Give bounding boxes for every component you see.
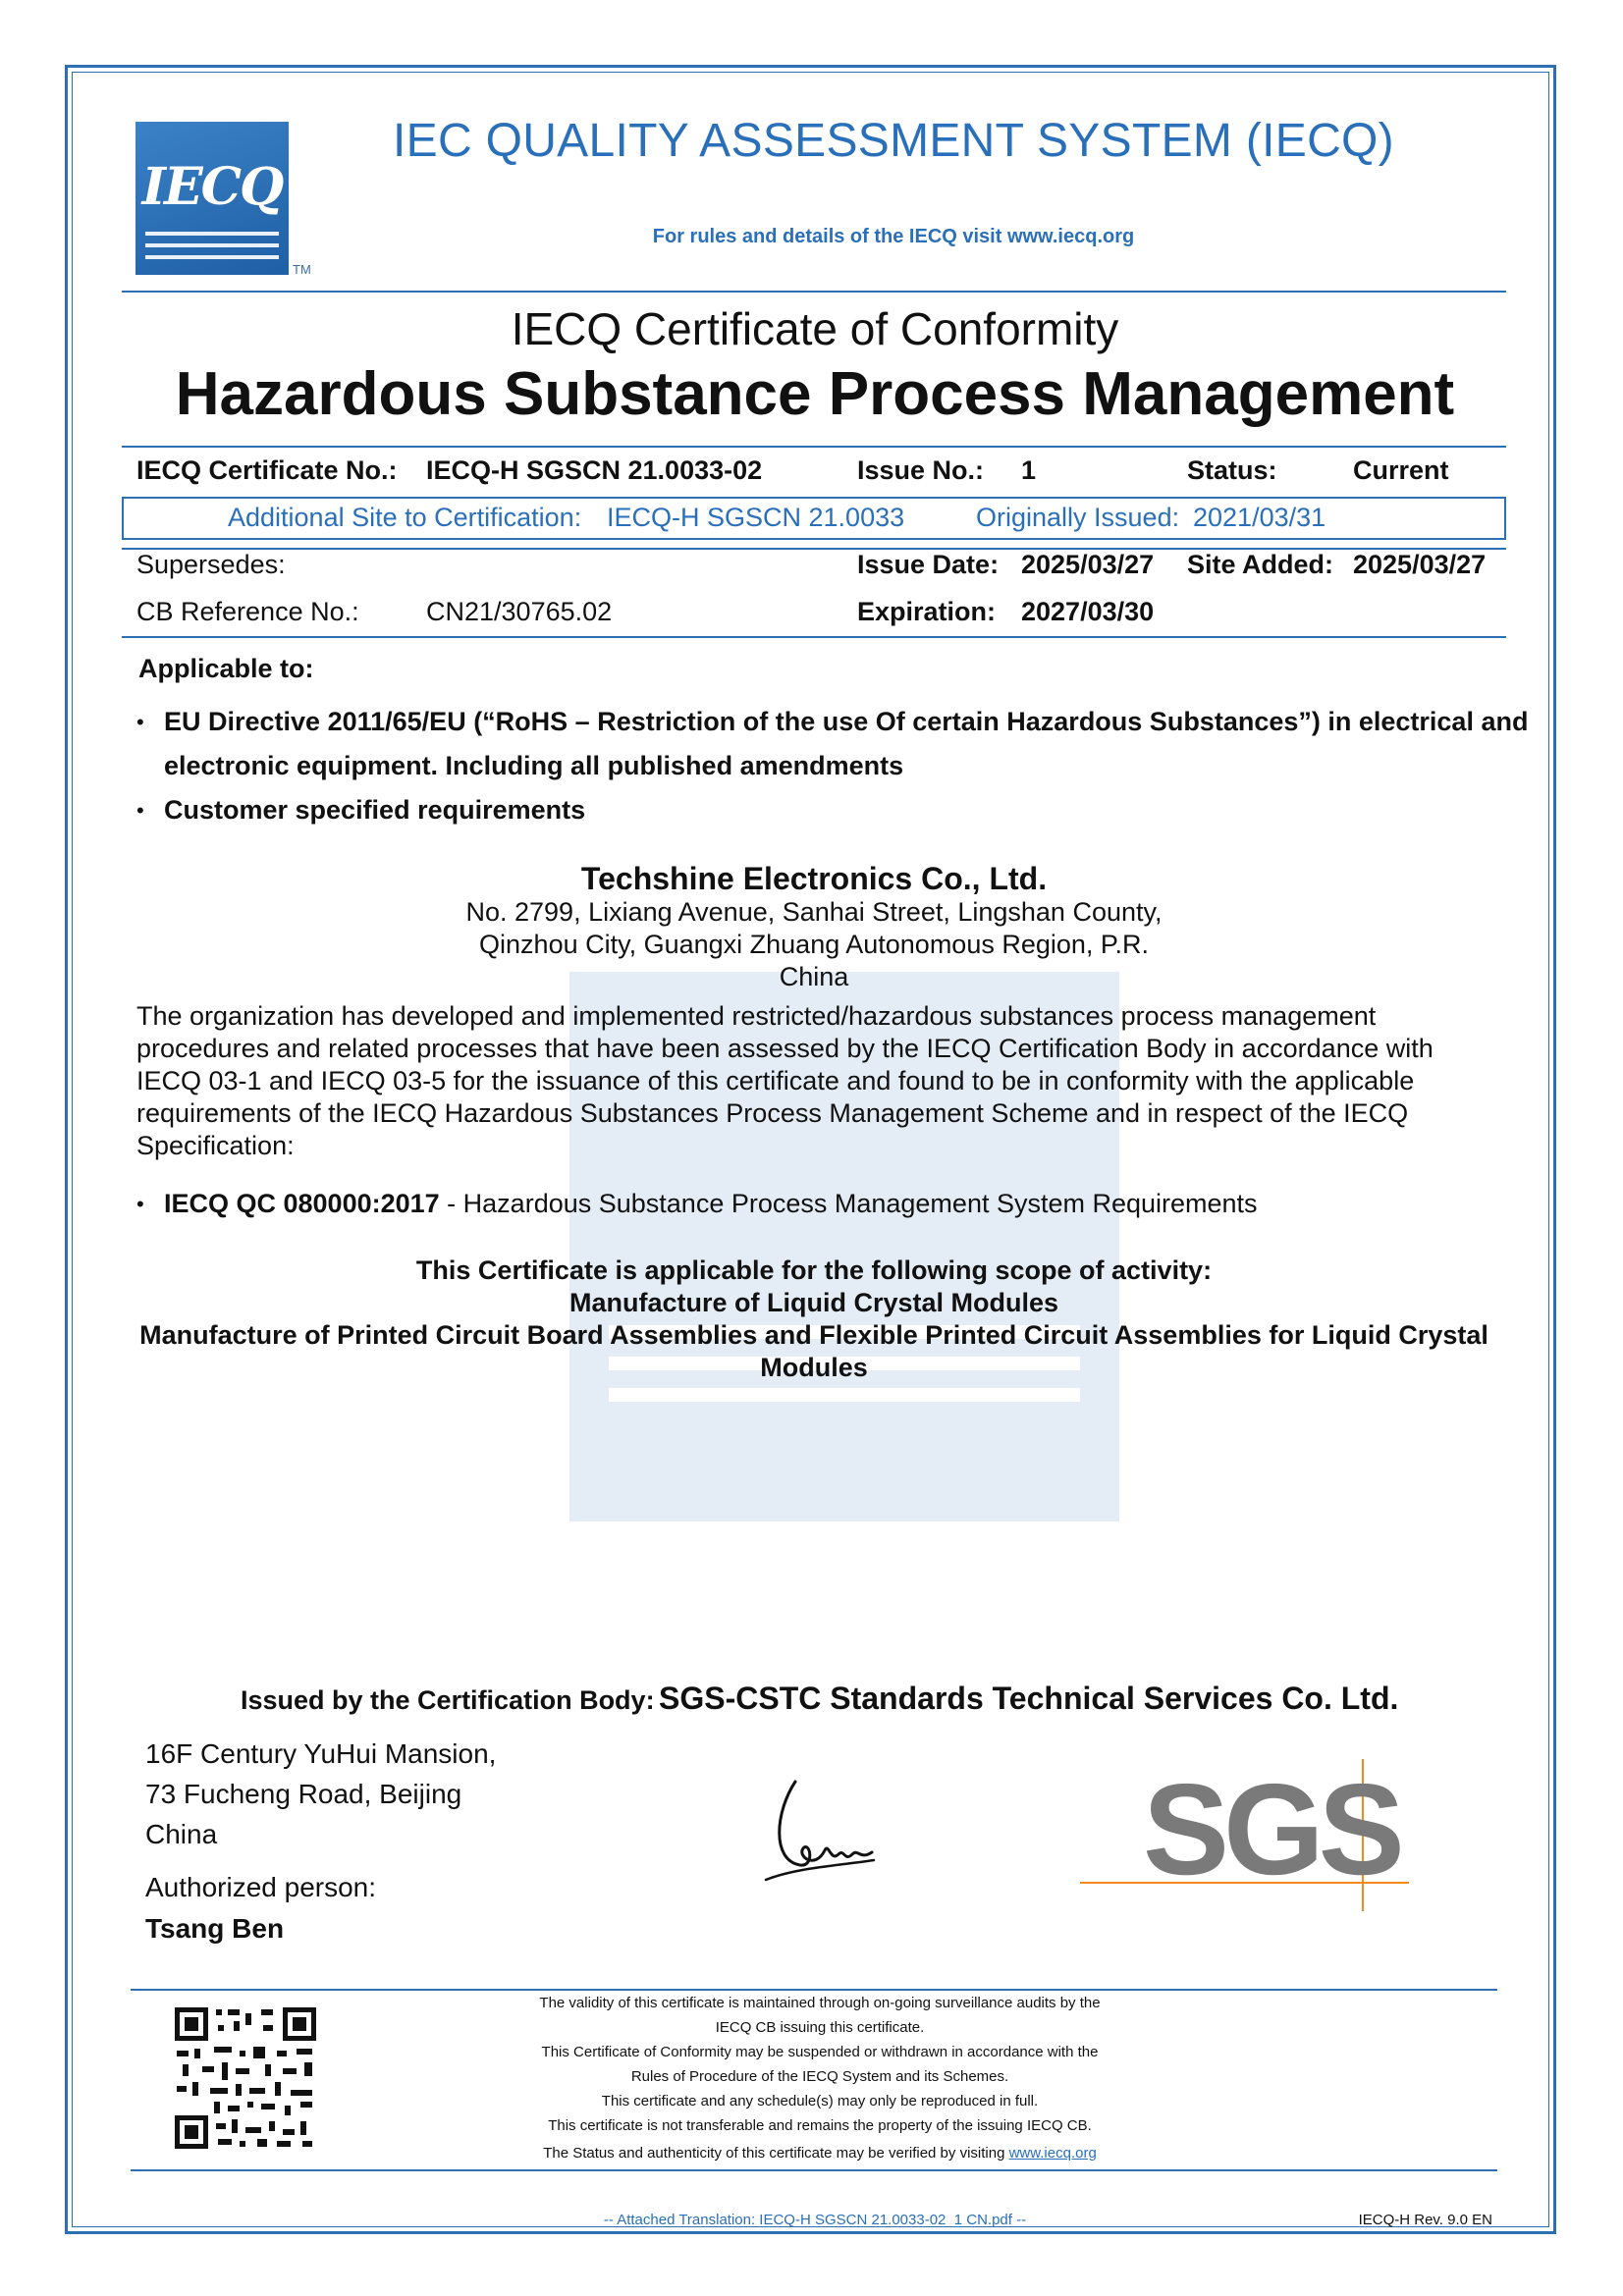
footer-note-2: IECQ CB issuing this certificate. — [715, 2019, 925, 2036]
organization-address-3: China — [779, 962, 849, 991]
scope-line-1: Manufacture of Liquid Crystal Modules — [568, 1288, 1059, 1317]
organization-name: Techshine Electronics Co., Ltd. — [580, 861, 1048, 896]
iecq-logo: IECQ — [135, 122, 289, 275]
spec-code: IECQ QC 080000:2017 — [164, 1189, 440, 1218]
certificate-title: IECQ Certificate of Conformity — [511, 303, 1119, 354]
site-added-label: Site Added: — [1187, 550, 1334, 579]
footer-note-4: Rules of Procedure of the IECQ System and its Schemes. — [630, 2068, 1009, 2085]
additional-site-label: Additional Site to Certification: — [228, 503, 582, 532]
site-added-value: 2025/03/27 — [1353, 550, 1487, 579]
issue-no-value: 1 — [1021, 455, 1037, 485]
table-top-divider — [122, 446, 1506, 448]
qr-code[interactable] — [175, 2007, 316, 2149]
cert-no-value: IECQ-H SGSCN 21.0033-02 — [426, 455, 763, 485]
spec-description: - Hazardous Substance Process Management System Requirements — [439, 1189, 1258, 1218]
authorized-label: Authorized person: — [145, 1872, 377, 1902]
applicable-item-2: Customer specified requirements — [164, 795, 586, 825]
status-value: Current — [1353, 455, 1449, 485]
bullet-icon: • — [136, 710, 144, 734]
additional-site-value: IECQ-H SGSCN 21.0033 — [607, 503, 905, 532]
footer-bottom-divider — [131, 2169, 1497, 2171]
issuer-address — [145, 1734, 496, 1854]
footer-note-5: This certificate and any schedule(s) may only be reproduced in full. — [601, 2093, 1039, 2109]
sgs-logo — [1080, 1759, 1414, 1916]
scope-heading: This Certificate is applicable for the following scope of activity: — [415, 1255, 1213, 1285]
footer-note-6: This certificate is not transferable and remains the property of the issuing IECQ CB. — [548, 2117, 1092, 2134]
statement-line-5: Specification: — [136, 1131, 295, 1160]
footer-verify-text: The Status and authenticity of this certificate may be verified by visiting — [543, 2145, 1009, 2162]
footer-note-3: This Certificate of Conformity may be suspended or withdrawn in accordance with the — [541, 2044, 1099, 2060]
footer-verify-link[interactable]: www.iecq.org — [1008, 2145, 1097, 2162]
statement-line-3: IECQ 03-1 and IECQ 03-5 for the issuance of this certificate and found to be in conformity with the applicable — [136, 1066, 1415, 1095]
footer-note-1: The validity of this certificate is maintained through on-going surveillance audits by the — [539, 1995, 1101, 2011]
authorized-name: Tsang Ben — [145, 1913, 285, 1944]
cb-ref-value: CN21/30765.02 — [426, 597, 613, 626]
statement-line-2: procedures and related processes that have been assessed by the IECQ Certification Body in accordance with — [136, 1034, 1434, 1063]
applicable-heading: Applicable to: — [138, 654, 314, 683]
scope-line-2: Manufacture of Printed Circuit Board Assemblies and Flexible Printed Circuit Assemblies for Liquid Crystal — [139, 1320, 1488, 1350]
applicable-item-1-cont: electronic equipment. Including all published amendments — [164, 751, 904, 780]
footer-verify — [491, 2141, 1149, 2165]
footer-notes — [491, 1991, 1149, 2165]
attached-translation: -- Attached Translation: IECQ-H SGSCN 21.0033-02_1 CN.pdf -- — [603, 2212, 1027, 2228]
originally-issued-value: 2021/03/31 — [1193, 503, 1326, 532]
bullet-icon: • — [136, 1192, 144, 1216]
table-bottom-divider — [122, 636, 1506, 638]
originally-issued-label: Originally Issued: — [976, 503, 1180, 532]
status-label: Status: — [1187, 455, 1277, 485]
statement-line-1: The organization has developed and implemented restricted/hazardous substances process management — [136, 1001, 1377, 1031]
supersedes-label: Supersedes: — [136, 550, 286, 579]
issue-date-value: 2025/03/27 — [1021, 550, 1155, 579]
header-divider — [122, 291, 1506, 293]
organization-address-1: No. 2799, Lixiang Avenue, Sanhai Street, Lingshan County, — [465, 897, 1163, 927]
cb-ref-label: CB Reference No.: — [136, 597, 359, 626]
issuer-label: Issued by the Certification Body: — [241, 1685, 655, 1715]
bullet-icon: • — [136, 798, 144, 823]
issuer-address-1: 16F Century YuHui Mansion, — [145, 1738, 497, 1769]
issuer-name: SGS-CSTC Standards Technical Services Co. Ltd. — [659, 1681, 1399, 1716]
spec-line — [164, 1188, 1258, 1220]
cert-no-label: IECQ Certificate No.: — [136, 455, 398, 485]
expiration-label: Expiration: — [857, 597, 997, 626]
applicable-item-1: EU Directive 2011/65/EU (“RoHS – Restriction of the use Of certain Hazardous Substances”) in electrical and — [164, 707, 1529, 736]
issuer-address-3: China — [145, 1819, 218, 1849]
organization-address-2: Qinzhou City, Guangxi Zhuang Autonomous Region, P.R. — [479, 930, 1149, 959]
trademark-mark: TM — [293, 262, 311, 277]
issue-no-label: Issue No.: — [857, 455, 985, 485]
system-title: IEC QUALITY ASSESSMENT SYSTEM (IECQ) — [393, 115, 1394, 167]
visit-note: For rules and details of the IECQ visit www.iecq.org — [652, 226, 1135, 247]
issue-date-label: Issue Date: — [857, 550, 1000, 579]
signature — [756, 1772, 903, 1890]
revision-label: IECQ-H Rev. 9.0 EN — [1358, 2212, 1492, 2228]
issuer-line — [241, 1681, 1398, 1717]
issuer-address-2: 73 Fucheng Road, Beijing — [145, 1779, 462, 1809]
scope-line-3: Modules — [760, 1353, 868, 1382]
sgs-logo-text: SGS — [1143, 1757, 1399, 1901]
statement-line-4: requirements of the IECQ Hazardous Substances Process Management Scheme and in respect of the IECQ — [136, 1098, 1409, 1128]
certificate-subtitle: Hazardous Substance Process Management — [175, 360, 1455, 428]
expiration-value: 2027/03/30 — [1021, 597, 1155, 626]
